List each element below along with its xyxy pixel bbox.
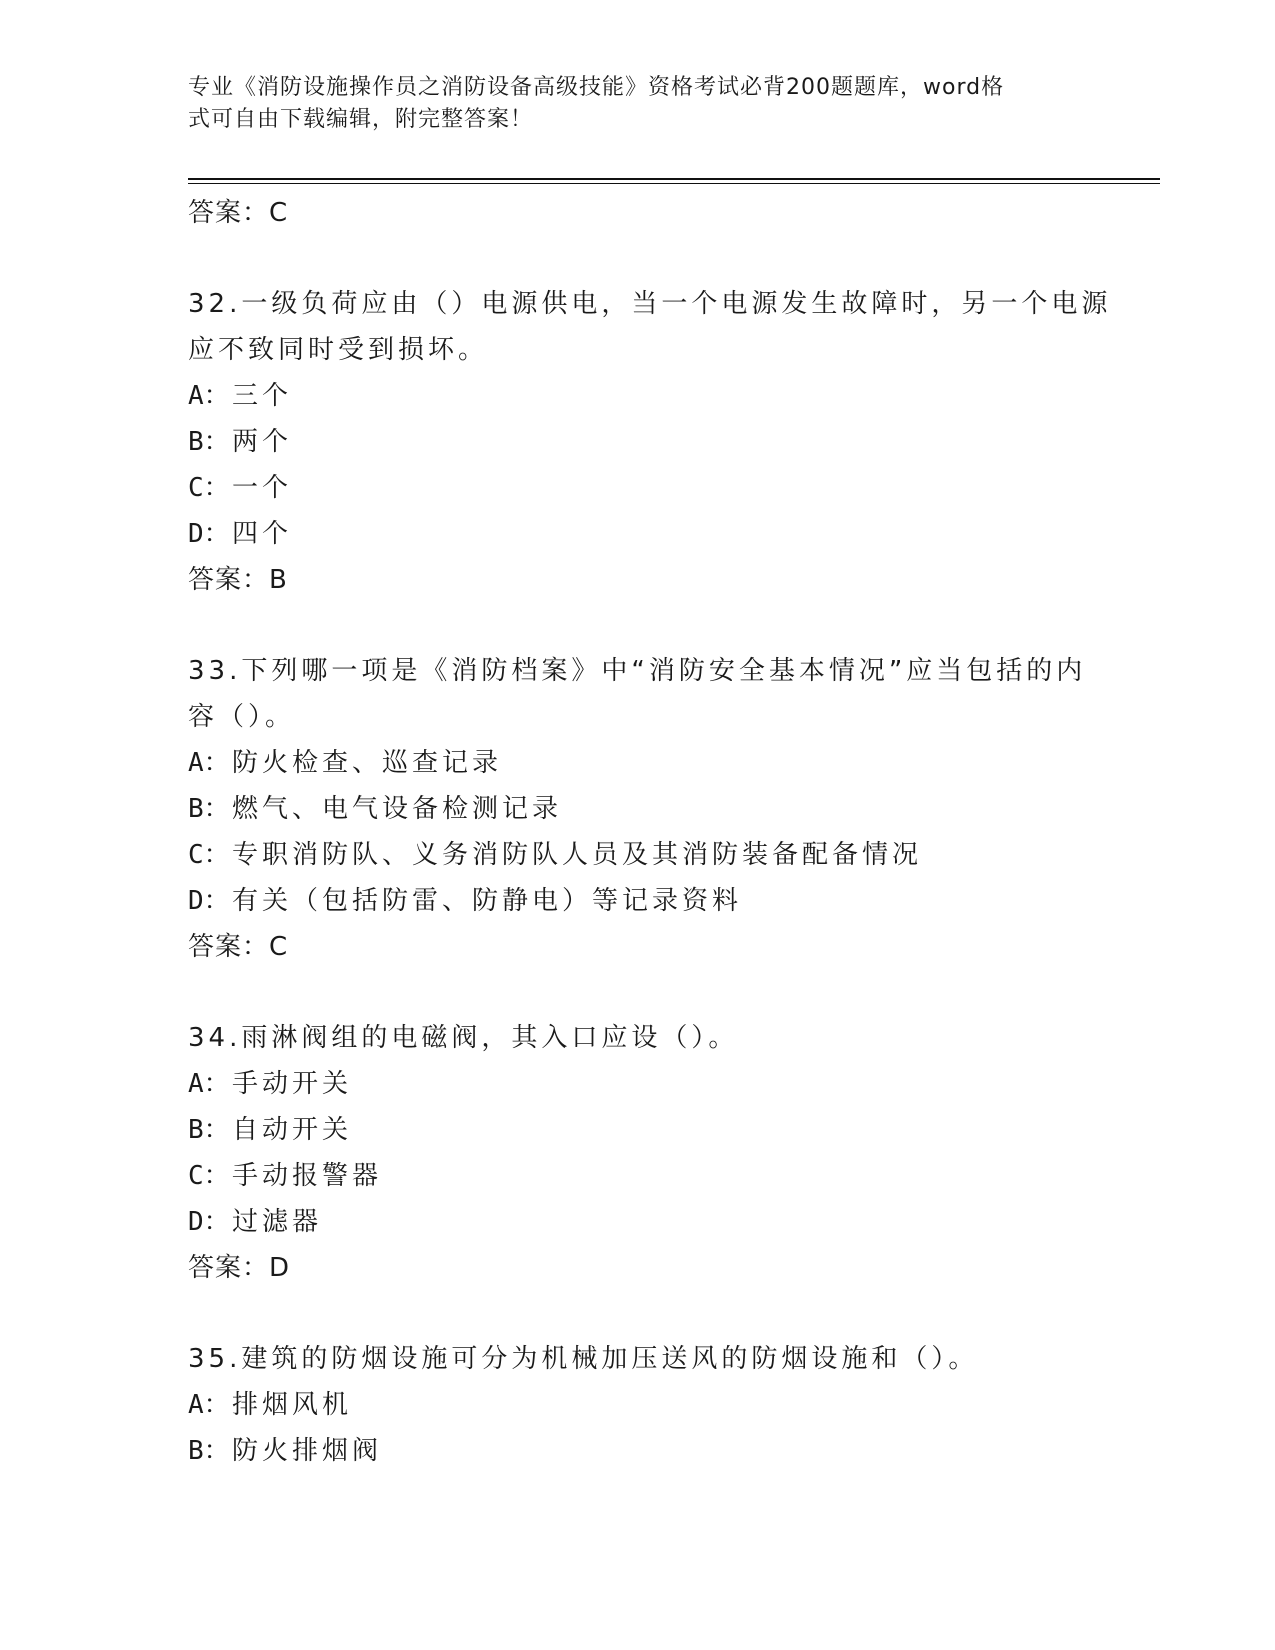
option-letter: B：: [188, 1436, 230, 1466]
question-stem: 34.雨淋阀组的电磁阀，其入口应设（）。: [188, 1023, 739, 1053]
option-b: [188, 786, 1088, 832]
option-text: 防火检查、巡查记录: [232, 748, 503, 778]
option-text: 有关（包括防雷、防静电）等记录资料: [232, 886, 743, 916]
option-a: [188, 1382, 1088, 1428]
answer-label: 答案：C: [188, 932, 289, 962]
option-text: 自动开关: [232, 1115, 353, 1145]
option-letter: A：: [188, 1390, 230, 1420]
option-letter: A：: [188, 1069, 230, 1099]
option-text: 燃气、电气设备检测记录: [232, 794, 563, 824]
option-b: [188, 419, 1088, 465]
question-stem: 32.一级负荷应由（）电源供电，当一个电源发生故障时，另一个电源: [188, 289, 1112, 319]
option-d: [188, 511, 1088, 557]
option-letter: B：: [188, 1115, 230, 1145]
question-33: [188, 648, 1088, 970]
option-c: [188, 1153, 1088, 1199]
option-text: 过滤器: [232, 1207, 323, 1237]
option-text: 一个: [232, 473, 293, 503]
answer-label: 答案：D: [188, 1253, 291, 1283]
option-a: [188, 740, 1088, 786]
question-35: [188, 1336, 1088, 1474]
question-stem-cont: 应不致同时受到损坏。: [188, 335, 489, 365]
option-letter: A：: [188, 748, 230, 778]
header-divider-thin: [188, 183, 1160, 184]
option-text: 手动报警器: [232, 1161, 383, 1191]
option-letter: D：: [188, 519, 230, 549]
question-stem-cont: 容（）。: [188, 702, 296, 732]
option-letter: B：: [188, 794, 230, 824]
header-line-2: 式可自由下载编辑，附完整答案！: [188, 107, 534, 132]
option-a: [188, 373, 1088, 419]
question-stem: 35.建筑的防烟设施可分为机械加压送风的防烟设施和（）。: [188, 1344, 979, 1374]
option-d: [188, 878, 1088, 924]
option-d: [188, 1199, 1088, 1245]
question-32: [188, 281, 1112, 603]
option-a: [188, 1061, 1088, 1107]
option-letter: D：: [188, 886, 230, 916]
document-header: [188, 72, 1088, 136]
option-c: [188, 465, 1088, 511]
question-list: [188, 190, 1112, 1474]
previous-answer: 答案：C: [188, 198, 289, 228]
option-text: 四个: [232, 519, 293, 549]
question-34: [188, 1015, 1088, 1291]
answer-label: 答案：B: [188, 565, 288, 595]
option-letter: A：: [188, 381, 230, 411]
option-letter: B：: [188, 427, 230, 457]
option-c: [188, 832, 1088, 878]
option-text: 专职消防队、义务消防队人员及其消防装备配备情况: [232, 840, 923, 870]
option-letter: C：: [188, 473, 230, 503]
question-stem: 33.下列哪一项是《消防档案》中“消防安全基本情况”应当包括的内: [188, 656, 1087, 686]
option-letter: C：: [188, 1161, 230, 1191]
option-b: [188, 1428, 1088, 1474]
option-text: 三个: [232, 381, 293, 411]
option-text: 手动开关: [232, 1069, 353, 1099]
option-text: 排烟风机: [232, 1390, 353, 1420]
option-letter: C：: [188, 840, 230, 870]
option-text: 防火排烟阀: [232, 1436, 383, 1466]
option-letter: D：: [188, 1207, 230, 1237]
header-line-1: 专业《消防设施操作员之消防设备高级技能》资格考试必背200题题库，word格: [188, 75, 1005, 100]
option-b: [188, 1107, 1088, 1153]
option-text: 两个: [232, 427, 293, 457]
header-divider-thick: [188, 178, 1160, 180]
